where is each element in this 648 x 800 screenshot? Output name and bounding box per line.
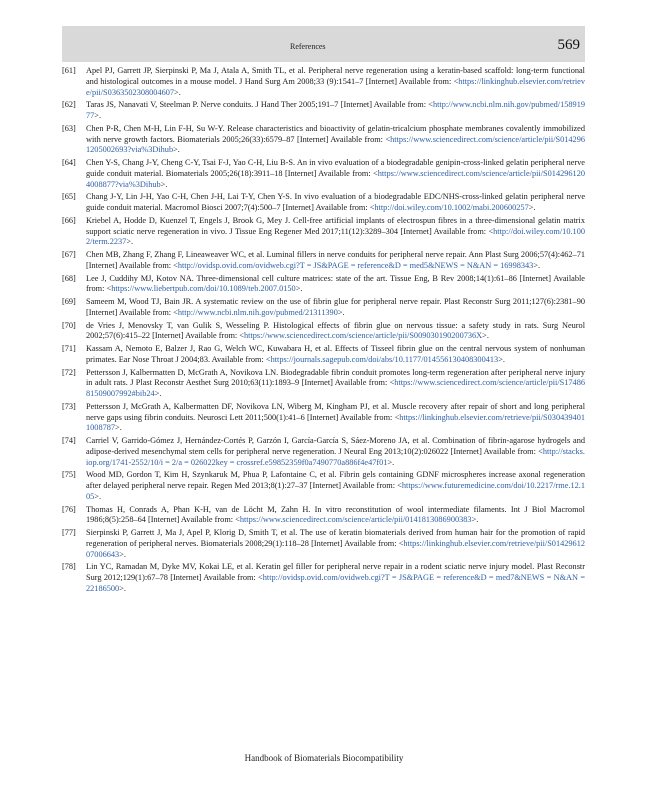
reference-end: >. <box>126 237 134 247</box>
reference-end: >. <box>498 354 505 364</box>
reference-text: Wood MD, Gordon T, Kim H, Szynkaruk M, Phua P, Lafontaine C, et al. Fibrin gels containing GDNF microspheres increase axonal regeneration after delayed peripheral nerve repair. Regen Med 2013;8(1):27–37 [Internet] Available from: < <box>86 470 585 490</box>
reference-end: >. <box>119 583 126 593</box>
reference-item <box>62 297 585 319</box>
reference-end: >. <box>173 145 180 155</box>
reference-number: [61] <box>62 66 76 75</box>
reference-number: [77] <box>62 528 76 537</box>
reference-text: Chen MB, Zhang F, Zhang F, Lineaweaver WC, et al. Luminal fillers in nerve conduits for peripheral nerve repair. Ann Plast Surg 2006;57(4):462–71 [Internet] Available from: < <box>86 250 585 270</box>
reference-link[interactable]: https://linkinghub.elsevier.com/retrieve/pii/S0142961207006643 <box>86 538 585 559</box>
reference-text: de Vries J, Menovsky T, van Gulik S, Wesseling P. Histological effects of fibrin glue on nervous tissue: a safety study in rats. Surg Neurol 2002;57(6):415–22 [Internet] Available from: < <box>86 320 585 341</box>
reference-link[interactable]: http://doi.wiley.com/10.1002/mabi.200600257 <box>374 203 529 212</box>
reference-text: Pettersson J, Kalbermatten D, McGrath A, Novikova LN. Biodegradable fibrin conduit promotes long-term regeneration after peripheral nerve injury in adult rats. J Plast Reconstr Aesthet Surg 2010;63(11):1893–9 [Internet] Available from: < <box>86 367 585 388</box>
reference-link[interactable]: https://linkinghub.elsevier.com/retrieve/pii/S0363502308004607 <box>86 76 585 97</box>
reference-end: >. <box>94 111 102 120</box>
reference-item <box>62 344 585 366</box>
running-title: References <box>290 42 326 51</box>
reference-link[interactable]: http://ovidsp.ovid.com/ovidweb.cgi?T = JS&PAGE = reference&D = med5&NEWS = N&AN = 16998343 <box>177 260 534 270</box>
reference-text: Kassam A, Nemoto E, Balzer J, Rao G, Welch WC, Kuwabara H, et al. Effects of Tisseel fibrin glue on the central nervous system of nonhuman primates. Ear Nose Throat J 2004;83. Available from: < <box>86 344 585 364</box>
reference-link[interactable]: https://www.futuremedicine.com/doi/10.2217/rme.12.105 <box>86 481 585 501</box>
reference-link[interactable]: http://www.ncbi.nlm.nih.gov/pubmed/15891977 <box>86 100 585 120</box>
reference-item <box>62 216 585 248</box>
reference-number: [74] <box>62 436 76 445</box>
reference-link[interactable]: https://www.sciencedirect.com/science/article/pii/0141813086900383 <box>239 515 472 525</box>
reference-link[interactable]: https://www.sciencedirect.com/science/article/pii/S009030190200736X <box>243 331 483 341</box>
reference-number: [72] <box>62 367 76 377</box>
reference-item <box>62 321 585 343</box>
reference-item <box>62 124 585 156</box>
reference-item <box>62 402 585 434</box>
reference-number: [67] <box>62 250 76 259</box>
reference-item <box>62 158 585 190</box>
reference-number: [63] <box>62 123 76 133</box>
reference-list <box>62 66 585 597</box>
reference-end: >. <box>482 331 489 341</box>
reference-item <box>62 192 585 214</box>
reference-text: Thomas H, Conrads A, Phan K-H, van de Löcht M, Zahn H. In vitro reconstitution of wool intermediate filaments. Int J Biol Macromol 1986;8(5):258–64 [Internet] Available from: < <box>86 504 585 525</box>
reference-text: Chen Y-S, Chang J-Y, Cheng C-Y, Tsai F-J, Yao C-H, Liu B-S. An in vivo evaluation of a biodegradable genipin-cross-linked gelatin peripheral nerve guide conduit material. Biomaterials 2005;26(18):3911–18 [Internet] Available from: < <box>86 158 585 178</box>
reference-number: [64] <box>62 158 76 167</box>
book-title-footer: Handbook of Biomaterials Biocompatibility <box>244 753 404 763</box>
reference-link[interactable]: https://www.sciencedirect.com/science/article/pii/S0142961204008877?via%3Dihub <box>86 168 585 189</box>
reference-number: [78] <box>62 562 76 572</box>
reference-number: [73] <box>62 401 76 411</box>
reference-number: [75] <box>62 470 76 480</box>
reference-text: Lee J, Cuddihy MJ, Kotov NA. Three-dimensional cell culture matrices: state of the art. Tissue Eng, B Rev 2008;14(1):61–86 [Internet] Available from: < <box>86 273 585 294</box>
reference-number: [70] <box>62 320 76 330</box>
reference-item <box>62 528 585 560</box>
reference-end: >. <box>160 179 168 189</box>
reference-text: Pettersson J, McGrath A, Kalbermatten DF, Novikova LN, Wiberg M, Kingham PJ, et al. Muscle recovery after repair of short and long peripheral nerve gaps using fibrin conduits. Neurosci Lett 2011;500(1):41–6 [Internet] Available from: < <box>86 401 585 422</box>
reference-text: Carriel V, Garrido-Gómez J, Hernández-Cortés P, Garzón I, García-García S, Sáez-Moreno JA, et al. Combination of fibrin-agarose hydrogels and adipose-derived mesenchymal stem cells for peripheral nerve regeneration. J Neural Eng 2013;10(2):026022 [Internet] Available from: < <box>86 436 585 456</box>
reference-end: >. <box>533 260 541 270</box>
reference-end: >. <box>94 491 102 501</box>
reference-number: [68] <box>62 273 76 283</box>
reference-link[interactable]: https://www.liebertpub.com/doi/10.1089/teb.2007.0150 <box>111 284 296 294</box>
reference-text: Lin YC, Ramadan M, Dyke MV, Kokai LE, et al. Keratin gel filler for peripheral nerve repair in a rodent sciatic nerve injury model. Plast Reconstr Surg 2012;129(1):67–78 [Internet] Available from: < <box>86 562 585 582</box>
reference-item <box>62 274 585 296</box>
reference-item <box>62 100 585 122</box>
reference-end: >. <box>471 515 479 525</box>
reference-number: [65] <box>62 192 76 202</box>
reference-end: >. <box>154 389 162 398</box>
reference-number: [71] <box>62 344 76 353</box>
reference-number: [76] <box>62 504 76 514</box>
reference-text: Sierpinski P, Garrett J, Ma J, Apel P, Klorig D, Smith T, et al. The use of keratin biomaterials derived from human hair for the promotion of rapid regeneration of peripheral nerves. Biomaterials 2008;29(1):118–28 [Internet] Available from: < <box>86 528 585 548</box>
reference-item <box>62 436 585 468</box>
reference-text: Apel PJ, Garrett JP, Sierpinski P, Ma J, Atala A, Smith TL, et al. Peripheral nerve regeneration using a keratin-based scaffold: long-term functional and histological outcomes in a mouse model. J Hand Surg Am 2008;33 (9):1541–7 [Internet] Available from: < <box>86 66 585 86</box>
reference-item <box>62 562 585 594</box>
reference-link[interactable]: https://www.sciencedirect.com/science/article/pii/S1748681509007992#bib24 <box>86 378 585 398</box>
reference-link[interactable]: http://stacks.iop.org/1741-2552/10/i = 2/a = 026022key = crossref.e59852359f0a7490770a886f4e47f01 <box>86 446 585 467</box>
reference-number: [66] <box>62 215 76 225</box>
reference-number: [69] <box>62 297 76 306</box>
reference-link[interactable]: http://ovidsp.ovid.com/ovidweb.cgi?T = JS&PAGE = reference&D = med7&NEWS = N&AN = 22186500 <box>86 573 585 593</box>
reference-end: >. <box>115 423 122 433</box>
page-number: 569 <box>557 37 580 53</box>
reference-text: Taras JS, Nanavati V, Steelman P. Nerve conduits. J Hand Ther 2005;191–7 [Internet] Available from: < <box>86 100 433 110</box>
reference-link[interactable]: http://doi.wiley.com/10.1002/term.2237 <box>86 226 585 247</box>
reference-item <box>62 505 585 527</box>
reference-item <box>62 368 585 400</box>
reference-number: [62] <box>62 100 76 110</box>
reference-end: >. <box>337 307 345 317</box>
reference-end: >. <box>528 203 536 212</box>
reference-end: >. <box>387 457 395 467</box>
reference-text: Chen P-R, Chen M-H, Lin F-H, Su W-Y. Release characteristics and bioactivity of gelatin-tricalcium phosphate membranes covalently immobilized with nerve growth factors. Biomaterials 2005;26(33):6579–87 [Internet] Available from: < <box>86 123 585 144</box>
reference-item <box>62 250 585 272</box>
reference-end: >. <box>295 284 303 294</box>
reference-item <box>62 470 585 502</box>
reference-link[interactable]: http://www.ncbi.nlm.nih.gov/pubmed/21311390 <box>177 307 338 317</box>
reference-text: Kriebel A, Hodde D, Kuenzel T, Engels J, Brook G, Mey J. Cell-free artificial implants of electrospun fibres in a three-dimensional gelatin matrix support sciatic nerve regeneration in vivo. J Tissue Eng Regener Med 2017;11(12):3289–304 [Internet] Available from: < <box>86 215 585 236</box>
reference-end: >. <box>174 87 181 97</box>
reference-text: Chang J-Y, Lin J-H, Yao C-H, Chen J-H, Lai T-Y, Chen Y-S. In vivo evaluation of a biodegradable EDC/NHS-cross-linked gelatin peripheral nerve guide conduit material. Macromol Biosci 2007;7(4):500–7 [Internet] Available from: < <box>86 192 585 212</box>
reference-link[interactable]: https://linkinghub.elsevier.com/retrieve/pii/S0304394011008787 <box>86 412 585 433</box>
reference-link[interactable]: https://www.sciencedirect.com/science/article/pii/S0142961205002693?via%3Dihub <box>86 134 585 155</box>
reference-end: >. <box>119 549 126 559</box>
reference-text: Sameem M, Wood TJ, Bain JR. A systematic review on the use of fibrin glue for peripheral nerve repair. Plast Reconstr Surg 2011;127(6):2381–90 [Internet] Available from: < <box>86 297 585 317</box>
reference-link[interactable]: https://journals.sagepub.com/doi/abs/10.1177/014556130408300413 <box>270 354 499 364</box>
reference-item <box>62 66 585 98</box>
